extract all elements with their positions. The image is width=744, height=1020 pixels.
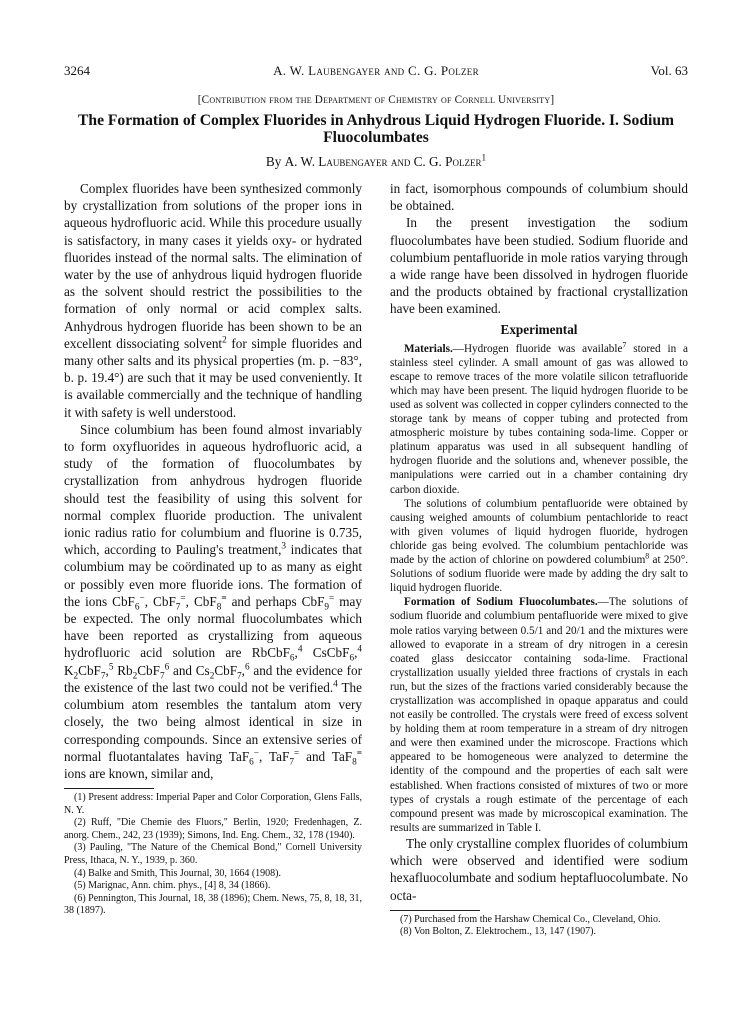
running-head (64, 63, 688, 81)
byline-footnote-mark: 1 (481, 152, 487, 163)
columbium-text-d: and the evidence for the existence of the last two could not be verified. (64, 662, 363, 695)
left-column (64, 180, 362, 918)
continued-paragraph: in fact, isomorphous compounds of columbium should be obtained. (390, 181, 688, 214)
columbium-text-a: Since columbium has been found almost invariably to form oxyfluorides in aqueous hydrofluoric acid, a study of the formation of fluocolumbates by crystallization from anhydrous hydrogen fluoride should test the feasibility of using this solvent for normal complex fluoride production. The univalent ionic radius ratio for columbium and fluorine is 0.735, which, according to Pauling's treatment, (64, 421, 362, 558)
materials-text-a: —Hydrogen fluoride was available (452, 342, 623, 355)
solutions-paragraph (390, 497, 688, 596)
footnote-2: (2) Ruff, "Die Chemie des Fluors," Berlin, 1920; Fredenhagen, Z. anorg. Chem., 242, 23 (1939); Simons, Ind. Eng. Chem., 32, 178 (1940). (64, 817, 362, 841)
footnotes-left (64, 792, 362, 918)
ref-2: 2 (222, 334, 227, 345)
materials-label: Materials. (404, 342, 453, 355)
conclusion-paragraph: The only crystalline complex fluorides of columbium which were observed and identified were sodium hexafluocolumbate and sodium heptafluocolumbate. No octa- (390, 835, 688, 903)
footnotes-right (390, 914, 688, 939)
footnote-rule-left (64, 788, 154, 789)
ref-4: 4 (333, 678, 338, 689)
footnote-1: (1) Present address: Imperial Paper and Color Corporation, Glens Falls, N. Y. (64, 792, 362, 816)
intro-text: Complex fluorides have been synthesized commonly by crystallization from solutions of the proper ions in aqueous hydrofluoric acid. While this procedure usually is satisfactory, in many cases it yields oxy- or hydrated fluorides instead of the normal salts. The elimination of water by the use of anhydrous liquid hydrogen fluoride as the solvent should restrict the possibilities to the formation of only normal or acid complex salts. Anhydrous hydrogen fluoride has been shown to be an excellent dissociating solvent (64, 181, 362, 351)
columbium-text-c: may be expected. The only normal fluocolumbates which have been reported as crystallizing from aqueous hydrofluoric acid solution are RbCbF (64, 593, 363, 661)
footnote-5: (5) Marignac, Ann. chim. phys., [4] 8, 34 (1866). (74, 880, 271, 892)
article-title: The Formation of Complex Fluorides in Anhydrous Liquid Hydrogen Fluoride. I. Sodium Fluocolumbates (78, 112, 674, 146)
footnote-7: (7) Purchased from the Harshaw Chemical Co., Cleveland, Ohio. (400, 913, 661, 925)
ref-8: 8 (645, 551, 650, 561)
ref-3: 3 (281, 540, 286, 551)
footnote-6: (6) Pennington, This Journal, 18, 38 (1896); Chem. News, 75, 8, 18, 31, 38 (1897). (64, 892, 362, 917)
page-number: 3264 (64, 63, 90, 78)
materials-paragraph (390, 339, 688, 497)
byline (64, 154, 688, 170)
footnote-3: (3) Pauling, "The Nature of the Chemical Bond," Cornell University Press, Ithaca, N. Y., 1939, p. 360. (64, 842, 362, 867)
byline-authors: A. W. Laubengayer and C. G. Polzer (284, 154, 482, 169)
volume-label: Vol. 63 (650, 63, 688, 78)
intro-paragraph (64, 180, 362, 421)
contribution-line: [Contribution from the Department of Chemistry of Cornell University] (197, 94, 555, 106)
footnote-rule-right (390, 910, 480, 911)
ref-7: 7 (622, 339, 627, 349)
investigation-paragraph: In the present investigation the sodium fluocolumbates have been studied. Sodium fluoride and columbium pentafluoride in mole ratios varying through a wide range have been dissolved in hydrogen fluoride and the products obtained by fractional crystallization have been examined. (390, 215, 688, 317)
running-title: A. W. Laubengayer and C. G. Polzer (273, 63, 479, 78)
footnote-8: (8) Von Bolton, Z. Elektrochem., 13, 147 (1907). (400, 926, 596, 938)
footnote-4: (4) Balke and Smith, This Journal, 30, 1664 (1908). (74, 867, 282, 879)
materials-text-b: stored in a stainless steel cylinder. A small amount of gas was allowed to escape to remove traces of the more volatile silicon tetrafluoride which may have been present. The liquid hydrogen fluoride to be used as solvent was collected in copper cylinders connected to the storage tank by means of copper tubing and protected from atmospheric moisture by tubes containing soda-lime. Copper or platinum apparatus was used in all subsequent handling of hydrogen fluoride and the solutions and, whenever possible, the manipulations were carried out in a chamber containing dry carbon dioxide. (390, 342, 688, 496)
right-column (390, 180, 688, 939)
columbium-text-f: ions are known, similar and, (64, 765, 214, 781)
columbium-paragraph: Since columbium has been found almost invariably to form oxyfluorides in aqueous hydrofluoric acid, a study of the formation of fluocolumbates by crystallization from anhydrous hydrogen fluoride should test the feasibility of using this solvent for normal complex fluoride production. The univalent ionic radius ratio for columbium and fluorine is 0.735, which, according to Pauling's treatment,$^3$ indicates that columbium may be coördinated up to as many as eight or possibly even more fluoride ions. The formation of the ions CbF$_6$−, CbF$_7$=, CbF$_8$≡ and perhaps CbF$_9$= may be expected. The only normal fluocolumbates which have been reported as crystallizing from aqueous hydrofluoric acid solution are RbCbF$_6$,$^4$ CsCbF$_6$,$^4$ $K_2CbF_7,^5$ $Rb_2CbF_7^6$ and $Cs_2CbF_7,^6$ and the evidence for the existence of the last two could not be verified.$^4$ The columbium atom resembles the tantalum atom very closely, the two being almost identical in size in corresponding compounds. Since an extensive series of normal fluotantalates having TaF$_6$−, TaF$_7$= and TaF$_8$≡ ions are known, similar and, (64, 421, 363, 781)
columbium-text-e: The columbium atom resembles the tantalum atom very closely, the two being almost identical in size in corresponding compounds. Since an extensive series of normal fluotantalates having TaF (64, 679, 362, 764)
formation-paragraph (390, 595, 688, 835)
formation-text: —The solutions of sodium fluoride and columbium pentafluoride were mixed to give mole ratios varying between 0.5/1 and 20/1 and the mixtures were allowed to evaporate in a stream of dry nitrogen in a ceresin coated glass desiccator containing soda-lime. Fractional crystallization usually yielded three fractions of crystals in each run, but the sizes of the fractions varied considerably because the crystallization was accomplished in opaque apparatus and could not easily be controlled. The crystals were freed of excess solvent by holding them at room temperature in a stream of dry nitrogen and were then examined under the microscope. Fractions which appeared to be homogeneous were analyzed to determine the identity of the compound and the properties of each salt were established. When fractions consisted of mixtures of two or more types of crystals a rough estimate of the percentage of each compound present was made by microscopical examination. The results are summarized in Table I. (390, 596, 689, 834)
columbium-text-b: indicates that columbium may be coördinated up to as many as eight or possibly even more fluoride ions. The formation of the ions CbF (64, 542, 362, 609)
solutions-text-a: The solutions of columbium pentafluoride were obtained by causing weighed amounts of columbium pentachloride to react with given volumes of liquid hydrogen fluoride, hydrogen chloride gas being evolved. The columbium pentachloride was made by the action of chlorine on powdered columbium (390, 497, 688, 567)
byline-by: By (265, 154, 282, 169)
solutions-text-b: at 250°. Solutions of sodium fluoride were made by adding the dry salt to liquid hydrogen fluoride. (390, 554, 688, 595)
intro-text-tail: for simple fluorides and many other salts and its physical properties (m. p. −83°, b. p. 19.4°) are such that it may be used conveniently. It is available commercially and the technique of handling it with safety is well understood. (64, 335, 362, 420)
section-heading-experimental: Experimental (500, 321, 578, 337)
formation-label: Formation of Sodium Fluocolumbates. (404, 596, 598, 609)
